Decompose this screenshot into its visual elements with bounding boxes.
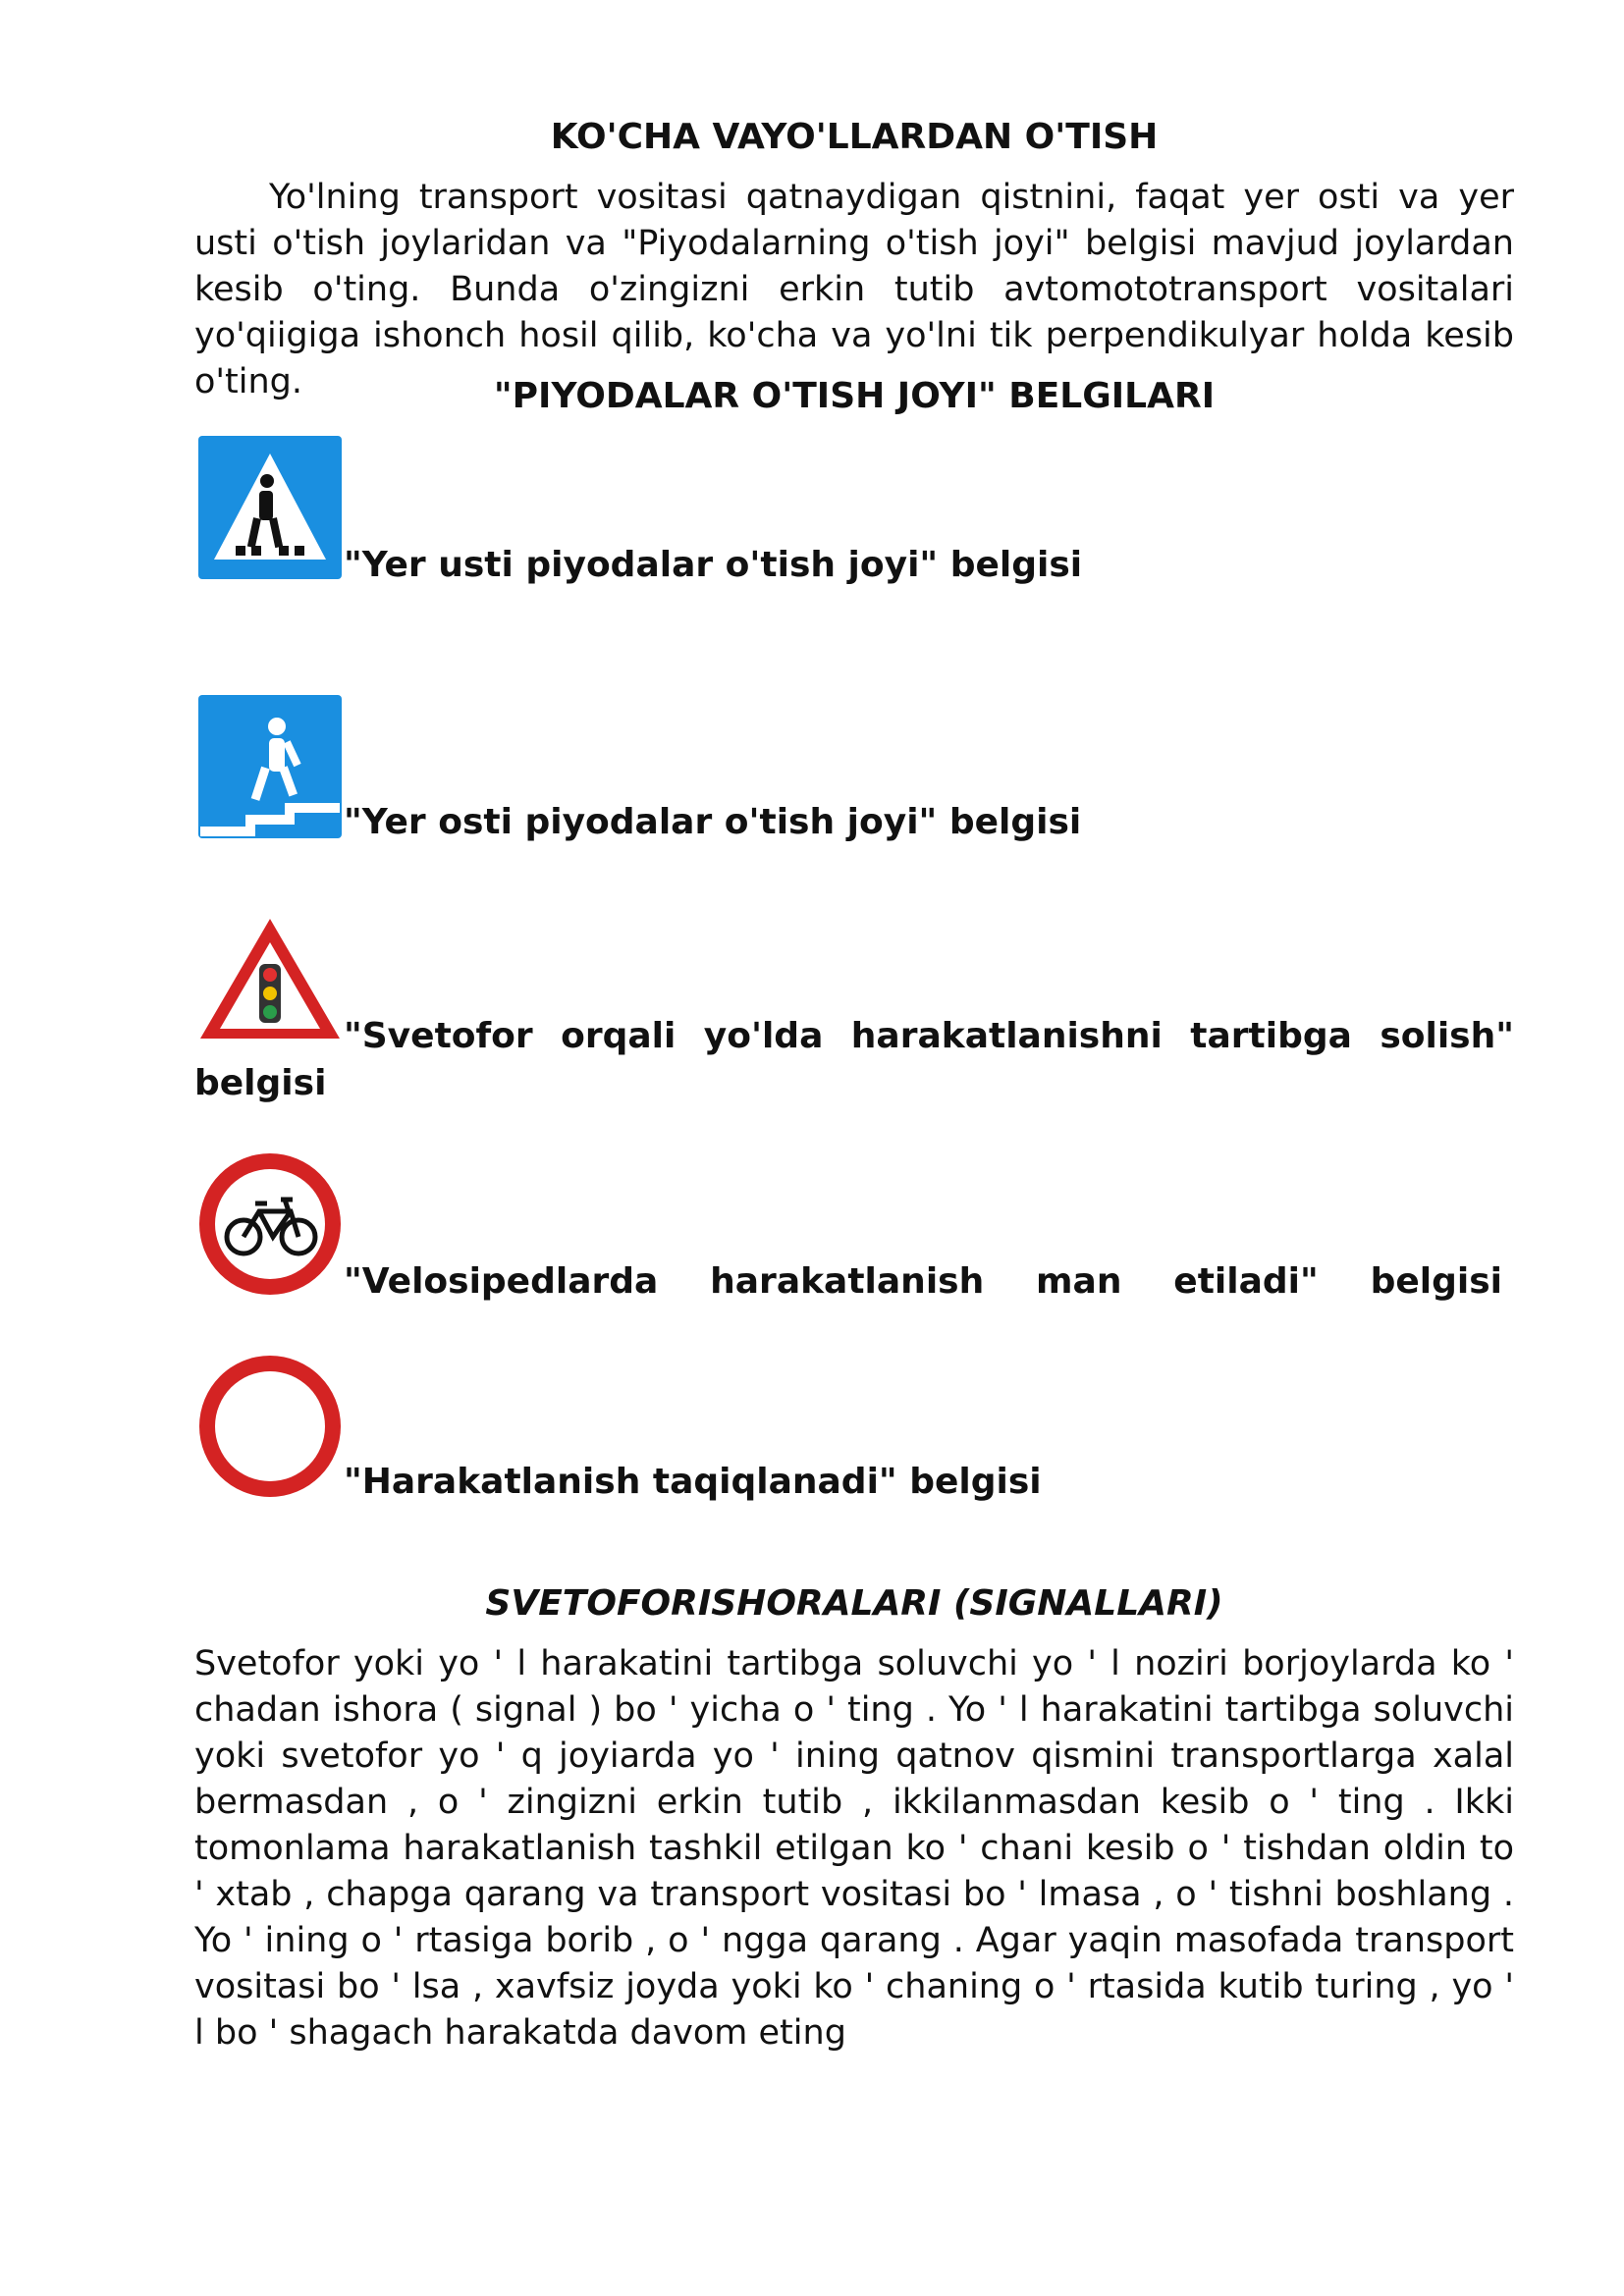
sign-label-traffic-light-line2: belgisi	[194, 1063, 327, 1103]
sign-label-overground-crossing: "Yer usti piyodalar o'tish joyi" belgisi	[344, 545, 1083, 585]
signals-paragraph: Svetofor yoki yo ' l harakatini tartibga soluvchi yo ' l noziri borjoylarda ko ' chadan ishora ( signal ) bo ' yicha o ' ting . Yo ' l harakatini tartibga soluvchi yoki svetofor yo ' q joyiarda yo ' ining qatnov qismini transportlarga xalal bermasdan , o ' zingizni erkin tutib , ikkilanmasdan kesib o ' ting . Ikki tomonlama harakatlanish tashkil etilgan ko ' chani kesib o ' tishdan oldin to ' xtab , chapga qarang va transport vositasi bo ' lmasa , o ' tishni boshlang . Yo ' ining o ' rtasiga borib , o ' ngga qarang . Agar yaqin masofada transport vositasi bo ' lsa , xavfsiz joyda yoki ko ' chaning o ' rtasida kutib turing , yo ' l bo ' shagach harakatda davom eting	[194, 1644, 1514, 2053]
sign-label-no-bicycles: "Velosipedlarda harakatlanish man etiladi" belgisi	[344, 1261, 1502, 1302]
no-vehicles-sign-icon	[196, 1353, 344, 1500]
no-bicycles-sign-icon	[196, 1150, 344, 1298]
intro-paragraph: Yo'lning transport vositasi qatnaydigan qistnini, faqat yer osti va yer usti o'tish joylaridan va "Piyodalarning o'tish joyi" belgisi mavjud joylardan kesib o'ting. Bunda o'zingizni erkin tutib avtomototransport vositalari yo'qiigiga ishonch hosil qilib, ko'cha va yo'lni tik perpendikulyar holda kesib o'ting.	[194, 178, 1514, 401]
sign-label-underground-crossing: "Yer osti piyodalar o'tish joyi" belgisi	[344, 802, 1082, 842]
traffic-light-warning-sign-icon	[196, 913, 344, 1060]
sign-label-no-vehicles: "Harakatlanish taqiqlanadi" belgisi	[344, 1462, 1042, 1502]
page-title: KO'CHA VAYO'LLARDAN O'TISH	[550, 117, 1159, 157]
sign-label-traffic-light-line1: "Svetofor orqali yo'lda harakatlanishni tartibga solish"	[344, 1016, 1514, 1056]
underground-crossing-sign-icon	[196, 693, 344, 840]
signs-heading: "PIYODALAR O'TISH JOYI" BELGILARI	[493, 376, 1216, 416]
pedestrian-crossing-sign-icon	[196, 434, 344, 581]
signals-heading: SVETOFORISHORALARI (SIGNALLARI)	[485, 1583, 1223, 1624]
